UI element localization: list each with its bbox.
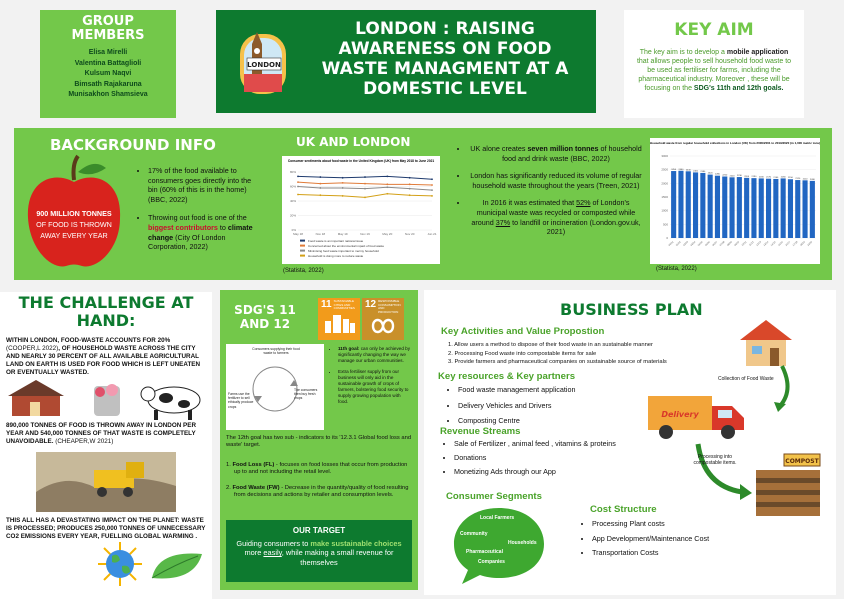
- data-point: [386, 175, 388, 177]
- segment-community: Community: [460, 531, 488, 537]
- challenge-title: THE CHALLENGE AT HAND:: [18, 293, 194, 330]
- x-tick-label: May 18: [293, 232, 303, 236]
- activities-title: Key Activities and Value Propostion: [441, 326, 605, 337]
- data-point: [364, 176, 366, 178]
- background-info-title: BACKGROUND INFO: [50, 136, 216, 154]
- resource-item: • Delivery Vehicles and Drivers: [458, 400, 644, 413]
- data-label: 2150: [788, 177, 793, 180]
- key-aim-panel: [624, 10, 804, 118]
- data-point: [364, 196, 366, 198]
- member-name: Kulsum Naqvi: [84, 70, 132, 77]
- x-tick-label: May 20: [382, 232, 393, 236]
- resources-list: [444, 384, 644, 431]
- london-logo: [238, 24, 288, 96]
- x-tick-label: 00/01: [668, 240, 675, 247]
- earth-illustration: [98, 542, 142, 586]
- legend-swatch: [300, 255, 305, 257]
- legend-label: Concerned about the environmental impact of food waste: [308, 244, 385, 248]
- bar: [729, 177, 734, 238]
- cost-item: • Processing Plant costs: [592, 518, 778, 530]
- x-tick-label: 15/16: [777, 240, 784, 247]
- segment-companies: Companies: [478, 559, 505, 565]
- data-label: 2170: [766, 176, 771, 179]
- bar-chart: [650, 138, 820, 264]
- data-label: 2090: [809, 178, 815, 181]
- apple-graphic: [22, 152, 126, 272]
- data-point: [409, 183, 411, 185]
- uk-london-title: UK AND LONDON: [296, 135, 411, 149]
- background-bullet-2: • Throwing out food is one of the biggest contributors to climate change (City Of London Corporation, 2022): [148, 213, 260, 251]
- segments-bubble: [452, 506, 546, 586]
- resource-item: • Food waste management application: [458, 384, 644, 397]
- data-point: [364, 183, 366, 185]
- legend-swatch: [300, 250, 305, 252]
- data-point: [342, 187, 344, 189]
- data-point: [297, 175, 299, 177]
- y-tick-label: 80%: [289, 170, 296, 174]
- revenue-item: • Sale of Fertilizer , animal feed , vitamins & proteins: [454, 439, 640, 450]
- cost-item: • App Development/Maintenance Cost: [592, 533, 778, 545]
- activity-item: 2. Processing Food waste into compostable items for sale: [448, 350, 597, 357]
- cost-title: Cost Structure: [590, 504, 657, 515]
- bar-chart-source: (Statista, 2022): [656, 266, 697, 272]
- legend-swatch: [300, 245, 305, 247]
- y-tick-label: 60%: [289, 184, 296, 189]
- data-point: [409, 194, 411, 196]
- bar: [809, 178, 815, 238]
- x-tick-label: 04/05: [697, 240, 704, 247]
- challenge-illustrations-1: [8, 378, 208, 420]
- y-tick-label: 20%: [289, 213, 296, 218]
- data-label: 2160: [773, 176, 779, 179]
- data-point: [297, 181, 299, 183]
- bar: [707, 172, 713, 238]
- revenue-title: Revenue Streams: [440, 426, 521, 437]
- x-tick-label: 07/08: [719, 240, 726, 247]
- data-point: [386, 193, 388, 195]
- x-tick-label: 19/20: [806, 240, 814, 247]
- data-point: [342, 177, 344, 179]
- uk-bullets: [454, 144, 644, 240]
- data-point: [319, 187, 321, 189]
- data-point: [409, 177, 411, 179]
- y-tick-label: 40%: [289, 199, 296, 203]
- member-name: Bimsath Rajakaruna: [74, 80, 142, 88]
- header-panel: [216, 10, 596, 113]
- logo-text: LONDON: [247, 61, 281, 69]
- data-label: 2400: [693, 170, 698, 173]
- uk-bullet-2: • London has significantly reduced its volume of regular household waste throughout the years (Treen, 2021): [468, 171, 644, 190]
- background-bullets: [134, 166, 260, 255]
- x-tick-label: 18/19: [799, 240, 806, 247]
- activity-item: 1. Allow users a method to dispose of their food waste in an sustainable manner: [448, 342, 653, 348]
- bar: [795, 180, 800, 238]
- chart-title: Consumer sentiments about food waste in the United Kingdom (UK) from May 2018 to June 2021: [287, 159, 435, 163]
- data-label: 2460: [678, 168, 684, 171]
- bar: [678, 168, 684, 238]
- data-point: [431, 184, 433, 186]
- segments-title: Consumer Segments: [446, 491, 542, 502]
- bar: [781, 178, 786, 238]
- compost-crate-icon: [752, 452, 824, 518]
- y-tick-label: 1000: [661, 208, 668, 213]
- bar: [722, 174, 728, 239]
- x-tick-label: Nov 19: [360, 232, 370, 236]
- y-tick-label: 0%: [291, 228, 296, 232]
- revenue-item: • Donations: [454, 453, 640, 464]
- challenge-text-2: 890,000 TONNES OF FOOD IS THROWN AWAY IN LONDON PER YEAR AND 540,000 TONNES OF THAT WASTE IS COMPLETELY UNAVOIDABLE. (CHEAPER,W 2021): [6, 422, 196, 445]
- data-label: 2450: [671, 169, 677, 172]
- data-label: 2250: [722, 174, 728, 177]
- bar: [759, 178, 764, 238]
- sdg-goal-notes: [330, 346, 412, 408]
- data-label: 2320: [707, 172, 713, 175]
- x-tick-label: Nov 18: [315, 232, 326, 236]
- legend-label: Household is doing more to reduce waste: [308, 254, 364, 258]
- data-point: [319, 176, 321, 178]
- activity-item: 3. Provide farmers and pharmaceutical companies on sustainable source of materials: [448, 359, 667, 366]
- sdg12-icon: 12 RESPONSIBLE CONSUMPTION AND PRODUCTION: [362, 298, 404, 340]
- bar: [737, 177, 742, 238]
- data-label: 2380: [700, 170, 706, 173]
- x-tick-label: 06/07: [711, 240, 719, 247]
- our-target-title: OUR TARGET: [292, 526, 346, 535]
- bar: [693, 172, 698, 238]
- x-tick-label: 11/12: [748, 240, 755, 247]
- data-label: 2180: [780, 176, 786, 179]
- x-tick-label: 17/18: [792, 240, 799, 247]
- sdg12-text: The 12th goal has two sub - indicators to its '12.3.1 Global food loss and waste' target.: [226, 435, 412, 449]
- line-chart: [282, 156, 440, 264]
- y-tick-label: 500: [662, 222, 668, 227]
- x-tick-label: 01/02: [675, 240, 682, 247]
- x-tick-label: 02/03: [682, 240, 689, 247]
- sdg12-list: [226, 462, 412, 500]
- data-label: 2280: [715, 173, 720, 176]
- cycle-left-text: Farms use the fertilizer to sell ethically produce crops: [228, 392, 254, 409]
- y-tick-label: 2500: [661, 167, 668, 172]
- bar: [802, 180, 807, 238]
- x-tick-label: 16/17: [784, 240, 792, 247]
- bar: [773, 176, 779, 238]
- segment-households: Households: [508, 540, 537, 546]
- x-tick-label: 09/10: [733, 240, 741, 247]
- data-point: [431, 195, 433, 197]
- legend-label: Minimising food waste important to me/my household: [308, 249, 379, 253]
- bar: [671, 171, 676, 238]
- segment-pharmaceutical: Pharmaceutical: [466, 549, 503, 555]
- leaf-illustration: [148, 548, 206, 584]
- data-label: 2110: [802, 178, 808, 181]
- resources-title: Key resources & Key partners: [438, 371, 576, 382]
- page-title: LONDON : RAISING AWARENESS ON FOOD WASTE MANAGMENT AT A DOMESTIC LEVEL: [321, 19, 569, 99]
- x-tick-label: 10/11: [741, 240, 748, 247]
- data-point: [297, 194, 299, 196]
- data-point: [386, 186, 388, 188]
- landfill-illustration: [36, 452, 176, 512]
- x-tick-label: 12/13: [755, 240, 762, 247]
- key-aim-text: The key aim is to develop a mobile application that allows people to sell household food waste to be used as fertiliser for farms, including the pharmaceutical industry. Moreover , these will be focusing on the SDG's 11th and 12th goals.: [636, 49, 792, 92]
- bar: [700, 170, 706, 238]
- data-point: [297, 186, 299, 188]
- challenge-text-3: THIS ALL HAS A DEVASTATING IMPACT ON THE PLANET: WASTE IS PROCESSED; PRODUCES 250,000 TONNES OF UNNECESSARY CO2 EMISSIONS EVERY YEAR, FUELLING GLOBAL WARMING .: [6, 517, 206, 540]
- x-tick-label: Jun 21: [427, 232, 437, 236]
- our-target-text: Guiding consumers to make sustainable choices more easily, while making a small revenue for themselves: [236, 539, 402, 567]
- extra-fertiliser-note: • Extra fertiliser supply from our business will only aid in the sustainable growth of crops of farmers, bolstering food security to supply growing population with food.: [338, 369, 412, 405]
- data-label: 2200: [744, 175, 750, 178]
- data-point: [342, 182, 344, 184]
- compost-text: COMPOST: [785, 458, 819, 465]
- data-label: 2230: [736, 175, 742, 178]
- bar: [744, 175, 750, 238]
- key-aim-title: KEY AIM: [674, 20, 754, 40]
- legend-swatch: [300, 240, 305, 242]
- sdg-cycle-diagram: [226, 344, 324, 430]
- data-label: 2220: [729, 175, 735, 178]
- food-waste-item: 2. Food Waste (FW) - Decrease in the quantity/quality of food resulting from decisions and actions by retailer and consumption levels.: [226, 484, 409, 499]
- revenue-list: [440, 439, 640, 480]
- x-tick-label: 13/14: [762, 240, 770, 247]
- x-tick-label: May 19: [337, 232, 348, 236]
- x-tick-label: 05/06: [704, 240, 711, 247]
- cycle-top-text: Consumers supplying their food waste to farmers: [252, 347, 300, 356]
- apple-text: 900 MILLION TONNES OF FOOD IS THROWN AWAY EVERY YEAR: [36, 209, 112, 240]
- y-tick-label: 0: [666, 236, 668, 240]
- data-label: 2190: [751, 176, 757, 179]
- x-tick-label: Nov 20: [404, 232, 415, 236]
- y-tick-label: 1500: [661, 195, 668, 199]
- sdg11-icon: 11 SUSTAINABLE CITIES AND COMMUNITIES: [318, 298, 360, 340]
- bar: [751, 178, 756, 238]
- uk-bullet-1: • UK alone creates seven million tonnes of household food and drink waste (BBC, 2022): [468, 144, 644, 163]
- data-label: 2180: [758, 176, 764, 179]
- data-point: [319, 194, 321, 196]
- data-point: [431, 189, 433, 191]
- data-label: 2440: [685, 169, 691, 172]
- chart-title: Household waste from regular household collections in London (UK) from 2000/2001 to 2019/2020 (in 1,000 metric tons): [650, 141, 820, 145]
- line-chart-source: (Statista, 2022): [283, 268, 324, 274]
- food-loss-item: 1. Food Loss (FL) - focuses on food losses that occur from production up to and not including the retail level.: [226, 462, 408, 476]
- cost-item: • Transportation Costs: [592, 547, 778, 559]
- member-name: Elisa Mirelli: [88, 49, 128, 56]
- resource-item: • Composting Centre: [458, 415, 644, 428]
- collection-label: Collection of Food Waste: [718, 376, 774, 382]
- truck-text: Delivery: [661, 410, 699, 419]
- revenue-item: • Monetizing Ads through our App: [454, 467, 640, 478]
- legend-label: Food waste is an important national issue: [308, 239, 364, 243]
- bar: [715, 173, 720, 238]
- y-tick-label: 3000: [661, 154, 668, 158]
- data-point: [386, 183, 388, 185]
- challenge-text-1: WITHIN LONDON, FOOD-WASTE ACCOUNTS FOR 20% (COOPER,L 2022), OF HOUSEHOLD WASTE ACROSS THE CITY AND NEARLY 30 PERCENT OF ALL AVAILABLE AGRICULTURAL LAND ON EARTH IS USED FOR FOOD WHICH IS LEFT UNEATEN OR EVENTUALLY WASTED.: [6, 337, 201, 376]
- our-target-box: [226, 520, 412, 582]
- data-point: [319, 183, 321, 185]
- member-name: Munisakhon Shamsieva: [68, 91, 148, 98]
- business-plan-title: BUSINESS PLAN: [560, 300, 703, 319]
- y-tick-label: 2000: [661, 181, 668, 186]
- bar: [766, 176, 771, 238]
- goal11-note: • 11th goal: can only be achieved by significantly changing the way we manage our urban communities.: [338, 346, 412, 364]
- data-point: [364, 188, 366, 190]
- data-point: [342, 195, 344, 197]
- group-members-panel: [40, 10, 176, 118]
- bar: [686, 171, 691, 238]
- background-bullet-1: • 17% of the food available to consumers goes directly into the bin (60% of this is in the home) (BBC, 2022): [148, 166, 260, 204]
- processing-label: Processing into compostable items.: [693, 454, 737, 466]
- costs-list: [578, 518, 778, 562]
- uk-bullet-3: • In 2016 it was estimated that 52% of London's municipal waste was recycled or composted while around 37% to landfill or incineration (London.gov.uk, 2021): [468, 198, 644, 236]
- sdg-title: SDG'S 11 AND 12: [234, 303, 296, 331]
- cycle-right-text: The consumers then buy fresh crops: [294, 388, 318, 401]
- x-tick-label: 08/09: [726, 240, 733, 247]
- segment-local-farmers: Local Farmers: [480, 515, 515, 521]
- data-point: [409, 188, 411, 190]
- members-list: [40, 48, 176, 101]
- bar: [788, 179, 793, 238]
- x-tick-label: 03/04: [689, 240, 697, 247]
- group-members-title: GROUP MEMBERS: [71, 14, 145, 43]
- data-label: 2120: [795, 178, 801, 181]
- x-tick-label: 14/15: [770, 240, 777, 247]
- data-point: [431, 178, 433, 180]
- member-name: Valentina Battaglioli: [74, 59, 142, 67]
